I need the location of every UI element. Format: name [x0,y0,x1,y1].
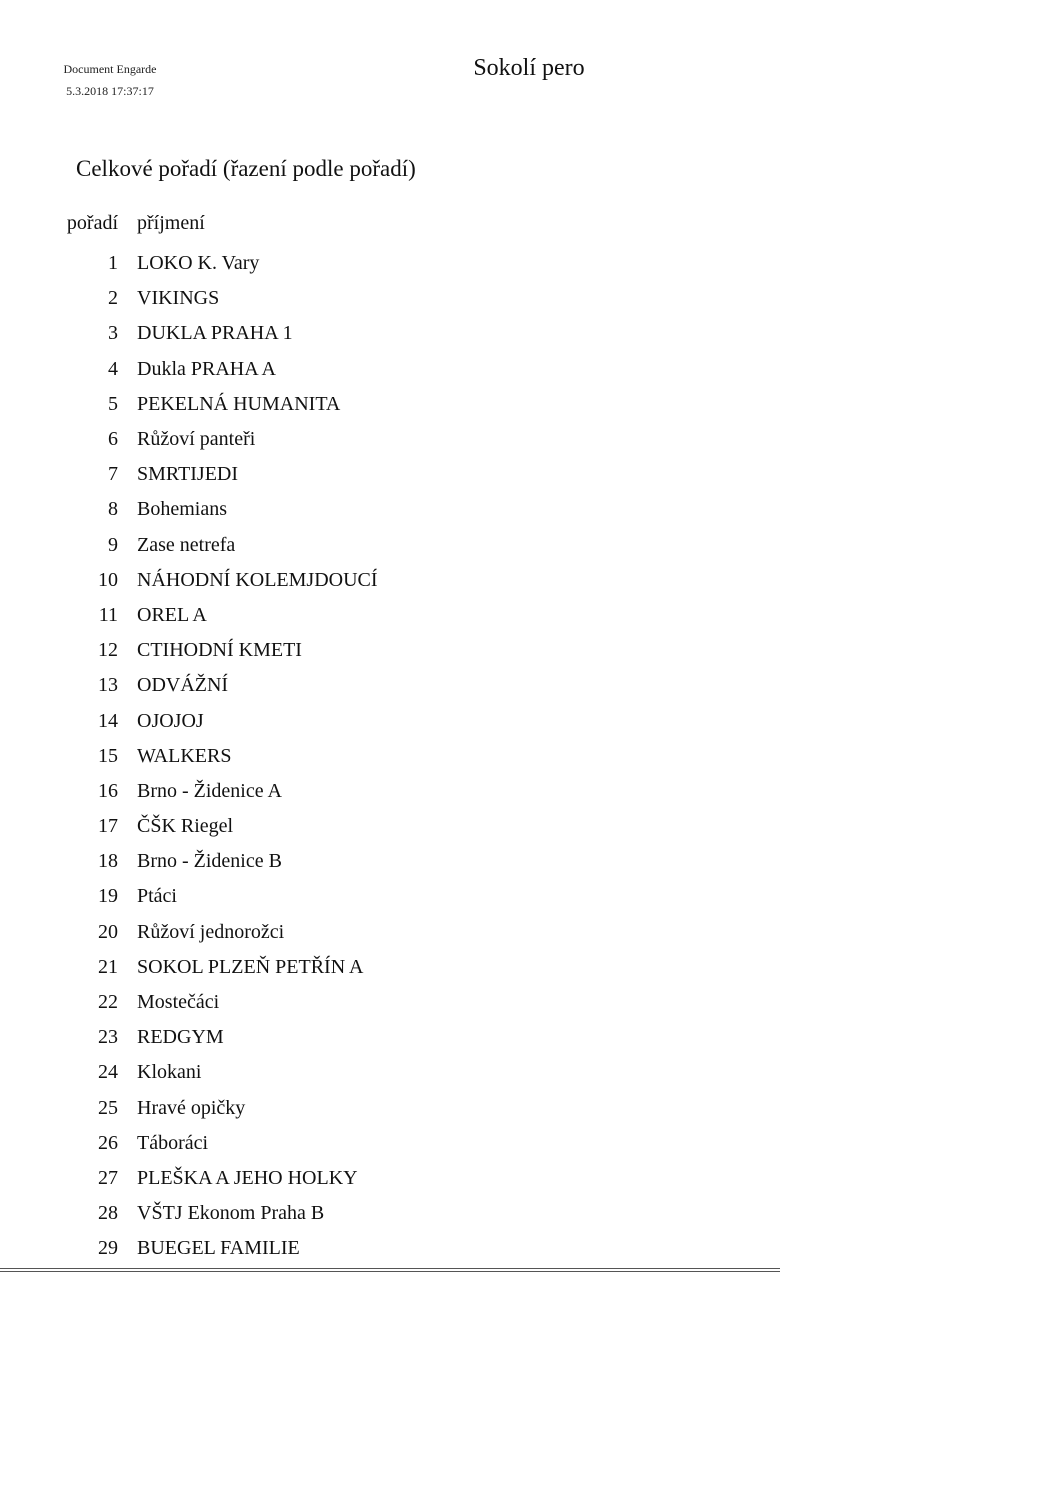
table-row [0,316,780,351]
row-rank: 22 [98,991,118,1014]
row-team-name: Ptáci [137,885,177,908]
row-team-name: Hravé opičky [137,1096,246,1119]
table-row [0,985,780,1020]
table-row [0,246,780,281]
row-team-name: Táboráci [137,1131,209,1154]
row-rank: 28 [98,1202,118,1225]
row-rank: 21 [98,955,118,978]
row-rank: 26 [98,1131,118,1154]
table-row [0,457,780,492]
table-row [0,1161,780,1196]
row-team-name: Brno - Židenice A [137,779,282,802]
row-team-name: Růžoví panteři [137,428,256,451]
header-rank: pořadí [66,211,118,234]
table-row [0,352,780,387]
table-row [0,492,780,527]
table-row [0,598,780,633]
row-rank: 19 [98,885,118,908]
header-name: příjmení [137,211,205,234]
row-team-name: VŠTJ Ekonom Praha B [137,1202,325,1225]
row-rank: 25 [98,1096,118,1119]
row-team-name: Dukla PRAHA A [137,357,276,380]
table-row [0,739,780,774]
meta-timestamp: 5.3.2018 17:37:17 [66,84,154,98]
table-row [0,281,780,316]
table-row [0,950,780,985]
row-team-name: Klokani [137,1061,202,1084]
page-title: Sokolí pero [473,55,585,81]
table-row [0,387,780,422]
table-body [0,246,780,1266]
table-row [0,1055,780,1090]
row-rank: 7 [108,463,118,486]
row-rank: 29 [98,1237,118,1260]
table-row [0,422,780,457]
row-rank: 3 [108,322,118,345]
row-rank: 18 [98,850,118,873]
row-team-name: BUEGEL FAMILIE [137,1237,300,1260]
row-team-name: Mostečáci [137,991,220,1014]
table-row [0,844,780,879]
table-row [0,1126,780,1161]
table-row [0,703,780,738]
row-rank: 6 [108,428,118,451]
row-rank: 4 [108,357,118,380]
table-row [0,915,780,950]
row-rank: 9 [108,533,118,556]
row-team-name: OJOJOJ [137,709,204,732]
row-team-name: Růžoví jednorožci [137,920,285,943]
row-rank: 5 [108,392,118,415]
row-rank: 24 [98,1061,118,1084]
meta-source: Document Engarde [63,62,157,76]
table-row [0,563,780,598]
table-header-row [0,205,780,241]
row-team-name: CTIHODNÍ KMETI [137,639,302,662]
table-row [0,668,780,703]
row-rank: 11 [98,603,118,626]
row-team-name: Bohemians [137,498,227,521]
row-team-name: VIKINGS [137,287,220,310]
row-team-name: SOKOL PLZEŇ PETŘÍN A [137,955,364,978]
row-team-name: Zase netrefa [137,533,236,556]
row-team-name: DUKLA PRAHA 1 [137,322,293,345]
table-row [0,879,780,914]
table-row [0,1196,780,1231]
row-rank: 20 [98,920,118,943]
table-row [0,1020,780,1055]
row-team-name: NÁHODNÍ KOLEMJDOUCÍ [137,568,378,591]
row-rank: 16 [98,779,118,802]
table-row [0,633,780,668]
table-row [0,1231,780,1266]
row-rank: 23 [98,1026,118,1049]
results-table [0,205,780,1266]
table-row [0,528,780,563]
row-rank: 15 [98,744,118,767]
row-rank: 10 [98,568,118,591]
row-team-name: ČŠK Riegel [137,815,234,838]
row-rank: 14 [98,709,118,732]
row-team-name: PLEŠKA A JEHO HOLKY [137,1166,358,1189]
table-row [0,774,780,809]
row-rank: 12 [98,639,118,662]
row-rank: 27 [98,1166,118,1189]
row-rank: 2 [108,287,118,310]
row-rank: 1 [108,252,118,275]
row-team-name: WALKERS [137,744,232,767]
row-team-name: OREL A [137,603,207,626]
table-bottom-rule [0,1268,780,1272]
row-team-name: Brno - Židenice B [137,850,282,873]
row-team-name: SMRTIJEDI [137,463,239,486]
table-row [0,1091,780,1126]
table-row [0,809,780,844]
row-team-name: LOKO K. Vary [137,252,260,275]
row-team-name: ODVÁŽNÍ [137,674,229,697]
row-rank: 17 [98,815,118,838]
section-title: Celkové pořadí (řazení podle pořadí) [76,156,416,181]
row-team-name: PEKELNÁ HUMANITA [137,392,341,415]
row-team-name: REDGYM [137,1026,224,1049]
row-rank: 13 [98,674,118,697]
row-rank: 8 [108,498,118,521]
